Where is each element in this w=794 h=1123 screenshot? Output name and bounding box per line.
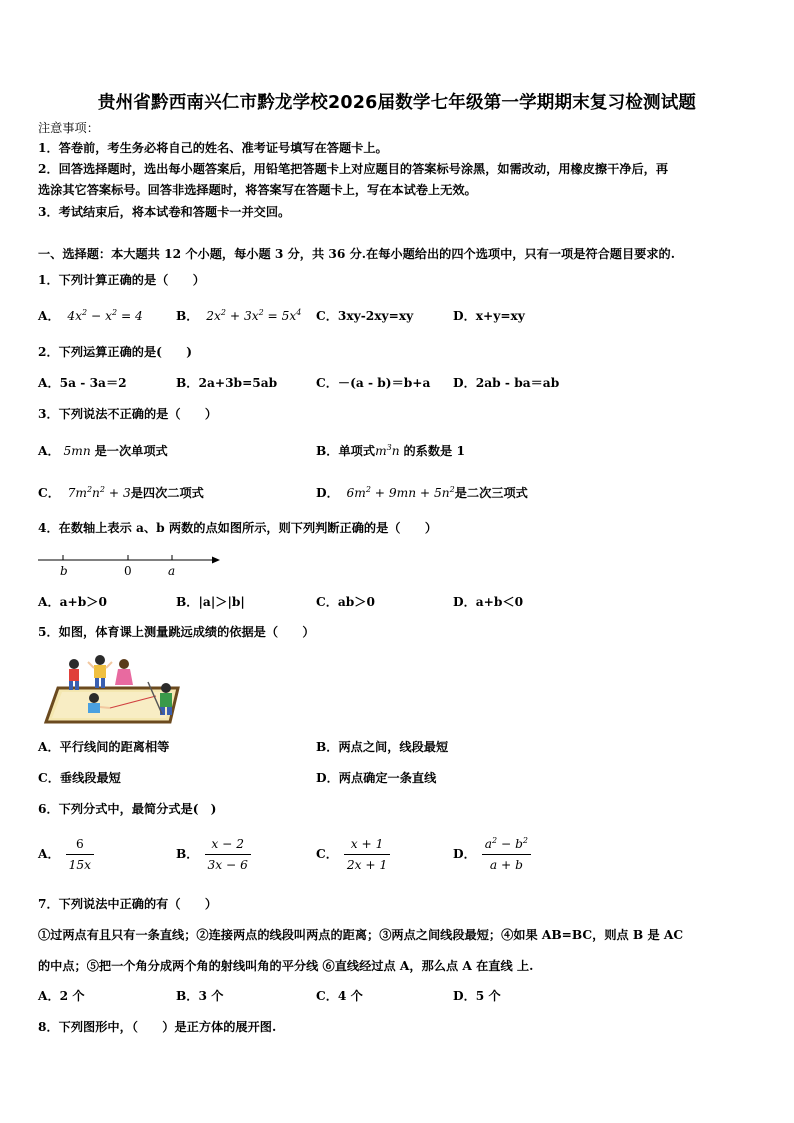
q7-option-d: D．5 个 xyxy=(453,989,501,1003)
q2-option-c: C．－(a - b)＝b+a xyxy=(316,376,431,390)
q5-option-d: D．两点确定一条直线 xyxy=(316,771,437,785)
q7-option-b: B．3 个 xyxy=(176,989,224,1003)
q3-c-math: $7m^2n^2 + 3$ xyxy=(63,485,131,500)
long-jump-illustration xyxy=(38,652,188,724)
option-text: 3xy-2xy=xy xyxy=(337,309,414,323)
denominator: 2x + 1 xyxy=(346,858,388,872)
q3-b-math: $m^3n$ xyxy=(375,443,400,458)
option-text: 是四次二项式 xyxy=(130,486,204,500)
fraction xyxy=(482,836,531,873)
q4-option-a: A．a+b＞0 xyxy=(38,595,107,609)
option-text: 的系数是 1 xyxy=(403,444,465,458)
option-label: C． xyxy=(316,847,338,861)
q1-b-math: $2x^2 + 3x^2 = 5x^4$ xyxy=(202,308,302,323)
q1-option-b xyxy=(176,308,301,324)
question-2-stem: 2．下列运算正确的是( ) xyxy=(38,345,193,359)
q5-option-c: C．垂线段最短 xyxy=(38,771,121,785)
option-label: A． xyxy=(38,309,60,323)
option-text: 是一次单项式 xyxy=(94,444,168,458)
denominator: 15x xyxy=(68,858,92,872)
option-label: C． xyxy=(316,309,338,323)
q7-option-c: C．4 个 xyxy=(316,989,363,1003)
page-title: 贵州省黔西南兴仁市黔龙学校2026届数学七年级第一学期期末复习检测试题 xyxy=(97,93,697,113)
numerator: 6 xyxy=(66,836,94,855)
fraction xyxy=(344,836,390,873)
question-7-stem: 7．下列说法中正确的有（ ） xyxy=(38,897,218,911)
axis-label-0: 0 xyxy=(124,564,132,578)
q4-option-d: D．a+b＜0 xyxy=(453,595,524,609)
notice-item-2a: 2．回答选择题时，选出每小题答案后，用铅笔把答题卡上对应题目的答案标号涂黑，如需改动，用橡皮擦干净后，再 xyxy=(38,162,669,176)
number-line-figure xyxy=(36,550,226,580)
child-left xyxy=(69,659,79,690)
option-label: C． xyxy=(38,486,60,500)
q1-a-math: $4x^2 - x^2 = 4$ xyxy=(63,308,143,323)
q5-option-a: A．平行线间的距离相等 xyxy=(38,740,170,754)
option-label: B． xyxy=(176,309,199,323)
q1-option-d xyxy=(453,308,525,324)
option-text: x+y=xy xyxy=(475,309,525,323)
q6-option-b xyxy=(176,836,251,873)
q6-option-a xyxy=(38,836,94,873)
question-8-stem: 8．下列图形中，（ ）是正方体的展开图. xyxy=(38,1020,277,1034)
option-text: 是二次三项式 xyxy=(454,486,528,500)
denominator: 3x − 6 xyxy=(207,858,248,872)
option-label: D． xyxy=(453,309,476,323)
q3-option-b xyxy=(316,443,465,459)
q7-statements-line1: ①过两点有且只有一条直线；②连接两点的线段叫两点的距离；③两点之间线段最短；④如果 AB=BC，则点 B 是 AC xyxy=(38,928,684,942)
axis-label-a: a xyxy=(168,564,176,578)
arrow-icon xyxy=(212,557,220,564)
q1-option-c xyxy=(316,308,413,324)
q3-a-math: 5mn xyxy=(63,444,91,458)
numerator: $a^2 - b^2$ xyxy=(482,836,531,855)
option-label: D． xyxy=(316,486,339,500)
q3-option-a xyxy=(38,443,168,459)
denominator: a + b xyxy=(489,858,523,872)
option-label: A． xyxy=(38,444,60,458)
q3-option-d xyxy=(316,485,528,501)
option-label: B． xyxy=(176,847,199,861)
section-heading: 一、选择题：本大题共 12 个小题，每小题 3 分，共 36 分.在每小题给出的四个选项中，只有一项是符合题目要求的. xyxy=(38,247,675,261)
q5-option-b: B．两点之间，线段最短 xyxy=(316,740,449,754)
q3-d-math: $6m^2 + 9mn + 5n^2$ xyxy=(342,485,455,500)
question-4-stem: 4．在数轴上表示 a、b 两数的点如图所示，则下列判断正确的是（ ） xyxy=(38,521,438,535)
fraction xyxy=(66,836,94,873)
q3-option-c xyxy=(38,485,204,501)
notice-item-2b: 选涂其它答案标号。回答非选择题时，将答案写在答题卡上，写在本试卷上无效。 xyxy=(38,183,477,197)
question-3-stem: 3．下列说法不正确的是（ ） xyxy=(38,407,218,421)
q4-option-c: C．ab＞0 xyxy=(316,595,375,609)
option-label: B． xyxy=(316,444,339,458)
notice-item-3: 3．考试结束后，将本试卷和答题卡一并交回。 xyxy=(38,205,291,219)
q1-option-a xyxy=(38,308,143,324)
q7-option-a: A．2 个 xyxy=(38,989,85,1003)
option-label: A． xyxy=(38,847,60,861)
question-1-stem: 1．下列计算正确的是（ ） xyxy=(38,273,205,287)
q6-option-c xyxy=(316,836,390,873)
numerator: x + 1 xyxy=(344,836,390,855)
q2-option-b: B．2a+3b=5ab xyxy=(176,376,278,390)
option-text: 单项式 xyxy=(338,444,376,458)
option-label: D． xyxy=(453,847,476,861)
numerator: x − 2 xyxy=(205,836,251,855)
question-6-stem: 6．下列分式中，最简分式是( ) xyxy=(38,802,217,816)
child-girl xyxy=(115,659,133,685)
q6-option-d xyxy=(453,836,531,873)
q4-option-b: B．|a|＞|b| xyxy=(176,595,245,609)
q7-statements-line2: 的中点；⑤把一个角分成两个角的射线叫角的平分线 ⑥直线经过点 A，那么点 A 在直线 上. xyxy=(38,959,534,973)
axis-label-b: b xyxy=(60,564,68,578)
notice-item-1: 1．答卷前，考生务必将自己的姓名、准考证号填写在答题卡上。 xyxy=(38,141,388,155)
q2-option-a: A．5a - 3a＝2 xyxy=(38,376,127,390)
question-5-stem: 5．如图，体育课上测量跳远成绩的依据是（ ） xyxy=(38,625,315,639)
q2-option-d: D．2ab - ba＝ab xyxy=(453,376,560,390)
notice-heading: 注意事项： xyxy=(38,121,99,135)
fraction xyxy=(205,836,251,873)
child-jumping xyxy=(88,655,112,688)
